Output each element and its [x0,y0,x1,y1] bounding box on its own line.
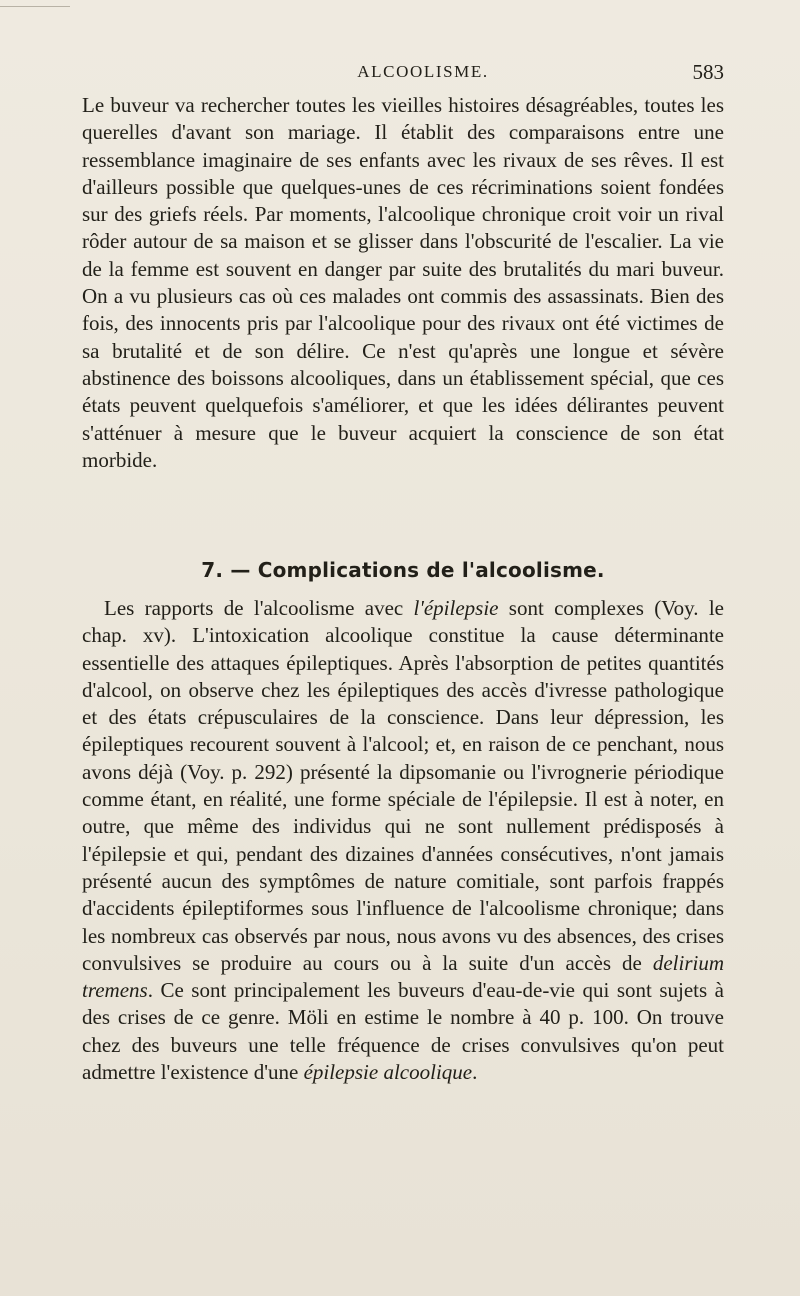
section-heading: 7. — Complications de l'alcoolisme. [201,558,605,582]
paragraph-1 [82,92,724,474]
italic-term-epilepsie-alcoolique: épilepsie alcoolique [303,1060,473,1085]
paragraph-2-segment-3: . Ce sont principalement les buveurs d'eau-de-vie qui sont sujets à des crises de ce genre. Möli en estime le nombre à 40 p. 100. On trouve chez des buveurs une telle fréquence de crises convulsives qu'on peut admettre l'existence d'une [82,978,724,1085]
paragraph-2-segment-2: sont complexes (Voy. le chap. xv). L'intoxication alcoolique constitue la cause déterminante essentielle des attaques épileptiques. Après l'absorption de petites quantités d'alcool, on observe chez les épileptiques des accès d'ivresse pathologique et des états crépusculaires de la conscience. Dans leur dépression, les épileptiques recourent souvent à l'alcool; et, en raison de ce penchant, nous avons déjà (Voy. p. 292) présenté la dipsomanie ou l'ivrognerie périodique comme étant, en réalité, une forme spéciale de l'épilepsie. Il est à noter, en outre, que même des individus qui ne sont nullement prédisposés à l'épilepsie et qui, pendant des dizaines d'années consécutives, n'ont jamais présenté aucun des symptômes de nature comitiale, sont parfois frappés d'accidents épileptiformes sous l'influence de l'alcoolisme chronique; dans les nombreux cas observés par nous, nous avons vu des absences, des crises convulsives se produire au cours ou à la suite d'un accès de [82,596,724,975]
running-head: ALCOOLISME. [357,62,489,81]
scan-edge-mark [0,0,70,7]
paragraph-1-text: Le buveur va rechercher toutes les vieilles histoires désagréables, toutes les querelles d'avant son mariage. Il établit des comparaisons entre une ressemblance imaginaire de ses enfants avec les rivaux de ses rêves. Il est d'ailleurs possible que quelques-unes de ces récriminations soient fondées sur des griefs réels. Par moments, l'alcoolique chronique croit voir un rival rôder autour de sa maison et se glisser dans l'obscurité de l'escalier. La vie de la femme est souvent en danger par suite des brutalités du mari buveur. On a vu plusieurs cas où ces malades ont commis des assassinats. Bien des fois, des innocents pris par l'alcoolique pour des rivaux ont été victimes de sa brutalité et de son délire. Ce n'est qu'après une longue et sévère abstinence des boissons alcooliques, dans un établissement spécial, que ces états peuvent quelquefois s'améliorer, et que les idées délirantes peuvent s'atténuer à mesure que le buveur acquiert la conscience de son état morbide. [82,93,724,472]
paragraph-2-segment-4: . [472,1060,478,1085]
page-number: 583 [692,60,724,84]
italic-term-delirium-tremens: delirium tremens [82,950,724,1003]
page-header [82,58,724,88]
paragraph-2 [82,595,724,1086]
italic-term-epilepsie: l'épilepsie [413,596,499,620]
paragraph-2-segment-1: Les rapports de l'alcoolisme avec [104,596,414,620]
paragraph-2-text [82,595,724,1086]
